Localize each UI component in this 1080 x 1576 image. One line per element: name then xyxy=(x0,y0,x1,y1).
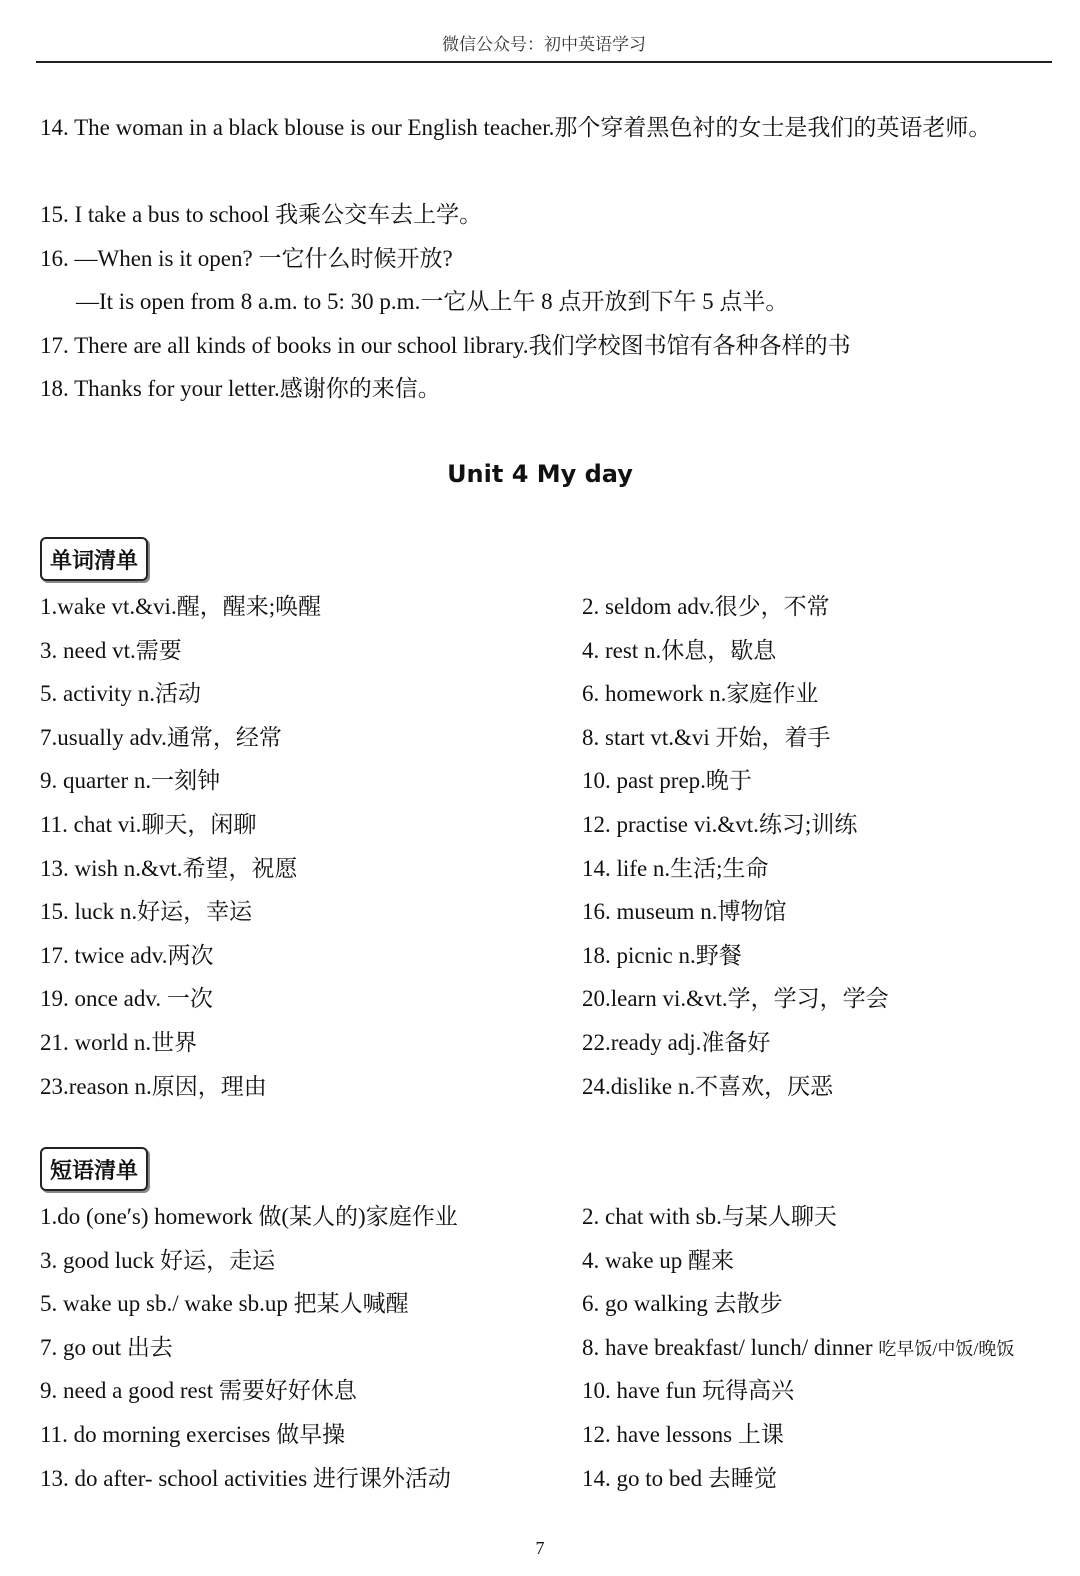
vocab-row xyxy=(40,1072,1050,1116)
vocab-item xyxy=(40,636,182,666)
vocab-item-text: 3. need vt.需要 xyxy=(40,637,182,663)
vocab-row xyxy=(40,897,1050,941)
phrase-item xyxy=(40,1420,345,1450)
phrase-item xyxy=(40,1333,173,1363)
vocab-item-text: 10. past prep.晚于 xyxy=(582,768,752,794)
vocab-row xyxy=(40,592,1050,636)
vocab-item xyxy=(582,897,786,927)
vocab-item xyxy=(582,941,742,971)
vocab-item-text: 23.reason n.原因，理由 xyxy=(40,1073,267,1099)
header-text: 微信公众号：初中英语学习 xyxy=(442,35,646,55)
phrase-row xyxy=(40,1420,1050,1464)
phrase-item xyxy=(40,1464,451,1494)
vocab-item xyxy=(40,941,214,971)
phrase-item-text: 4. wake up 醒来 xyxy=(582,1247,735,1273)
vocab-item-text: 12. practise vi.&vt.练习;训练 xyxy=(582,811,858,837)
phrase-item-text: 13. do after- school activities 进行课外活动 xyxy=(40,1465,451,1491)
vocab-item-text: 22.ready adj.准备好 xyxy=(582,1029,771,1055)
vocab-item-text: 8. start vt.&vi 开始，着手 xyxy=(582,724,831,750)
phrase-item xyxy=(582,1376,794,1406)
phrase-row xyxy=(40,1376,1050,1420)
vocab-row xyxy=(40,984,1050,1028)
phrase-row xyxy=(40,1246,1050,1290)
unit-title: Unit 4 My day xyxy=(447,460,633,488)
vocab-list xyxy=(40,592,1050,1115)
phrase-item xyxy=(40,1376,357,1406)
vocab-row xyxy=(40,854,1050,898)
vocab-item xyxy=(582,810,857,840)
vocab-item-text: 16. museum n.博物馆 xyxy=(582,899,787,925)
vocab-item-text: 9. quarter n.一刻钟 xyxy=(40,768,221,794)
vocab-item-text: 11. chat vi.聊天，闲聊 xyxy=(40,811,257,837)
vocab-item-text: 1.wake vt.&vi.醒，醒来;唤醒 xyxy=(40,594,322,619)
phrase-item xyxy=(582,1246,734,1276)
vocab-item-text: 5. activity n.活动 xyxy=(40,681,201,707)
vocab-item xyxy=(40,984,213,1014)
vocab-row xyxy=(40,766,1050,810)
page-header xyxy=(36,0,1052,63)
vocab-item-text: 17. twice adv.两次 xyxy=(40,942,214,968)
vocab-item xyxy=(582,679,818,709)
vocab-item xyxy=(582,1028,770,1058)
phrase-item xyxy=(582,1202,837,1232)
vocab-item-text: 14. life n.生活;生命 xyxy=(582,855,769,881)
phrase-item-text: 7. go out 出去 xyxy=(40,1334,173,1360)
phrase-item-translation: 吃早饭/中饭/晚饭 xyxy=(878,1338,1015,1359)
sentence-17: 17. There are all kinds of books in our school library.我们学校图书馆有各种各样的书 xyxy=(40,333,851,358)
vocab-item xyxy=(40,854,297,884)
vocab-item xyxy=(582,984,889,1014)
vocab-item-text: 7.usually adv.通常，经常 xyxy=(40,724,282,750)
vocab-item xyxy=(582,1072,833,1102)
vocab-row xyxy=(40,1028,1050,1072)
vocab-item xyxy=(40,766,220,796)
vocab-row xyxy=(40,636,1050,680)
phrase-item-text: 9. need a good rest 需要好好休息 xyxy=(40,1378,357,1404)
vocab-item-text: 13. wish n.&vt.希望，祝愿 xyxy=(40,855,298,881)
vocab-item xyxy=(40,1072,267,1102)
phrase-item xyxy=(40,1202,458,1232)
sentence-14: 14. The woman in a black blouse is our English teacher.那个穿着黑色衬的女士是我们的英语老师。 xyxy=(40,115,992,140)
sentence-16-answer: —It is open from 8 a.m. to 5: 30 p.m.一它从上午 8 点开放到下午 5 点半。 xyxy=(76,289,789,314)
vocab-item-text: 4. rest n.休息，歇息 xyxy=(582,637,777,663)
phrase-item-text: 14. go to bed 去睡觉 xyxy=(582,1465,777,1491)
vocab-row xyxy=(40,723,1050,767)
vocab-item xyxy=(582,723,831,753)
phrase-list xyxy=(40,1202,1050,1507)
vocab-row xyxy=(40,941,1050,985)
vocab-item-text: 19. once adv. 一次 xyxy=(40,986,213,1012)
phrase-item-text: 8. have breakfast/ lunch/ dinner xyxy=(582,1334,879,1360)
phrase-label: 短语清单 xyxy=(40,1147,148,1191)
vocab-item-text: 24.dislike n.不喜欢，厌恶 xyxy=(582,1073,834,1099)
vocab-item xyxy=(40,723,282,753)
vocab-item xyxy=(582,766,752,796)
vocab-item-text: 6. homework n.家庭作业 xyxy=(582,681,819,707)
phrase-item-text: 1.do (one′s) homework 做(某人的)家庭作业 xyxy=(40,1204,458,1229)
vocab-item xyxy=(582,592,830,622)
vocab-item-text: 21. world n.世界 xyxy=(40,1029,198,1055)
vocab-item xyxy=(40,679,201,709)
page-number: 7 xyxy=(535,1538,545,1558)
sentence-15: 15. I take a bus to school 我乘公交车去上学。 xyxy=(40,202,483,227)
vocab-item xyxy=(582,636,776,666)
vocab-row xyxy=(40,679,1050,723)
phrase-item-text: 12. have lessons 上课 xyxy=(582,1421,784,1447)
vocab-label: 单词清单 xyxy=(40,537,148,581)
phrase-row xyxy=(40,1464,1050,1508)
phrase-item xyxy=(582,1420,784,1450)
vocab-item-text: 20.learn vi.&vt.学，学习，学会 xyxy=(582,986,889,1012)
phrase-item-text: 3. good luck 好运，走运 xyxy=(40,1247,276,1273)
phrase-item-text: 5. wake up sb./ wake sb.up 把某人喊醒 xyxy=(40,1291,409,1317)
vocab-item-text: 2. seldom adv.很少，不常 xyxy=(582,594,830,619)
sentence-16-question: 16. —When is it open? 一它什么时候开放? xyxy=(40,246,453,271)
phrase-item xyxy=(582,1464,777,1494)
sentence-18: 18. Thanks for your letter.感谢你的来信。 xyxy=(40,376,441,401)
vocab-item xyxy=(40,592,321,622)
vocab-item xyxy=(40,1028,197,1058)
phrase-row xyxy=(40,1333,1050,1377)
vocab-item xyxy=(40,897,252,927)
phrase-item xyxy=(582,1333,1014,1364)
vocab-item-text: 15. luck n.好运，幸运 xyxy=(40,899,253,925)
vocab-item xyxy=(582,854,769,884)
phrase-item-text: 2. chat with sb.与某人聊天 xyxy=(582,1204,837,1229)
phrase-item-text: 11. do morning exercises 做早操 xyxy=(40,1421,346,1447)
phrase-row xyxy=(40,1202,1050,1246)
phrase-item xyxy=(582,1289,783,1319)
phrase-item xyxy=(40,1289,409,1319)
phrase-item xyxy=(40,1246,275,1276)
vocab-item-text: 18. picnic n.野餐 xyxy=(582,942,742,968)
vocab-item xyxy=(40,810,256,840)
vocab-row xyxy=(40,810,1050,854)
phrase-item-text: 6. go walking 去散步 xyxy=(582,1291,783,1317)
phrase-row xyxy=(40,1289,1050,1333)
phrase-item-text: 10. have fun 玩得高兴 xyxy=(582,1378,795,1404)
